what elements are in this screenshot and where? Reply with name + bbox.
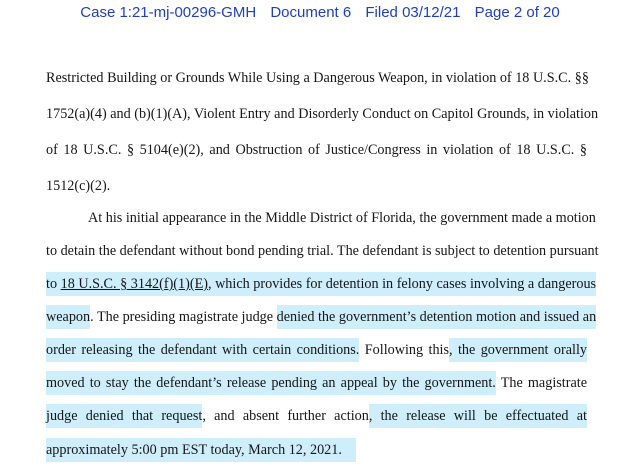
highlight-span <box>46 442 356 458</box>
document-number: Document 6 <box>270 4 352 21</box>
text-line <box>46 406 587 426</box>
highlight-span: denied the government’s detention motion and issued an <box>276 309 597 325</box>
text-fragment: , and absent further action <box>202 408 369 424</box>
text-fragment: , which provides for detention in felony cases involving a dangerous <box>207 276 597 292</box>
text-line <box>46 274 597 294</box>
text-line: to detain the defendant without bond pending trial. The defendant is subject to detention pursuant <box>46 243 599 259</box>
filed-date: Filed 03/12/21 <box>365 4 461 21</box>
text-fragment: approximately 5:00 pm EST today, March 12, 2021. <box>46 442 342 458</box>
text-line: Restricted Building or Grounds While Using a Dangerous Weapon, in violation of 18 U.S.C. §§ <box>46 70 589 86</box>
text-line <box>46 373 587 393</box>
highlight-span: , the release will be effectuated at <box>368 408 587 424</box>
text-line: 1512(c)(2). <box>46 178 111 194</box>
page-number: Page 2 of 20 <box>474 4 560 21</box>
text-fragment: . The presiding magistrate judge <box>90 309 277 325</box>
text-line: 1752(a)(4) and (b)(1)(A), Violent Entry and Disorderly Conduct on Capitol Grounds, in violation <box>46 106 599 122</box>
text-line <box>46 340 587 360</box>
case-header <box>0 4 640 21</box>
text-line: of 18 U.S.C. § 5104(e)(2), and Obstruction of Justice/Congress in violation of 18 U.S.C. § <box>46 142 587 158</box>
text-line <box>46 440 587 460</box>
text-fragment: The magistrate <box>495 375 587 391</box>
highlight-span: moved to stay the defendant’s release pending an appeal by the government. <box>46 375 496 391</box>
text-fragment: to <box>46 276 61 292</box>
highlight-span: , the government orally <box>449 342 587 358</box>
highlight-span: order releasing the defendant with certain conditions. <box>46 342 360 358</box>
case-number: Case 1:21-mj-00296-GMH <box>80 4 257 21</box>
text-fragment: Following this <box>359 342 450 358</box>
text-line <box>46 307 597 327</box>
highlight-span: weapon <box>46 309 91 325</box>
statute-link[interactable]: 18 U.S.C. § 3142(f)(1)(E) <box>60 276 208 292</box>
text-line: At his initial appearance in the Middle District of Florida, the government made a motion <box>88 210 596 226</box>
highlight-span: judge denied that request <box>46 408 203 424</box>
highlight-span <box>46 276 596 292</box>
